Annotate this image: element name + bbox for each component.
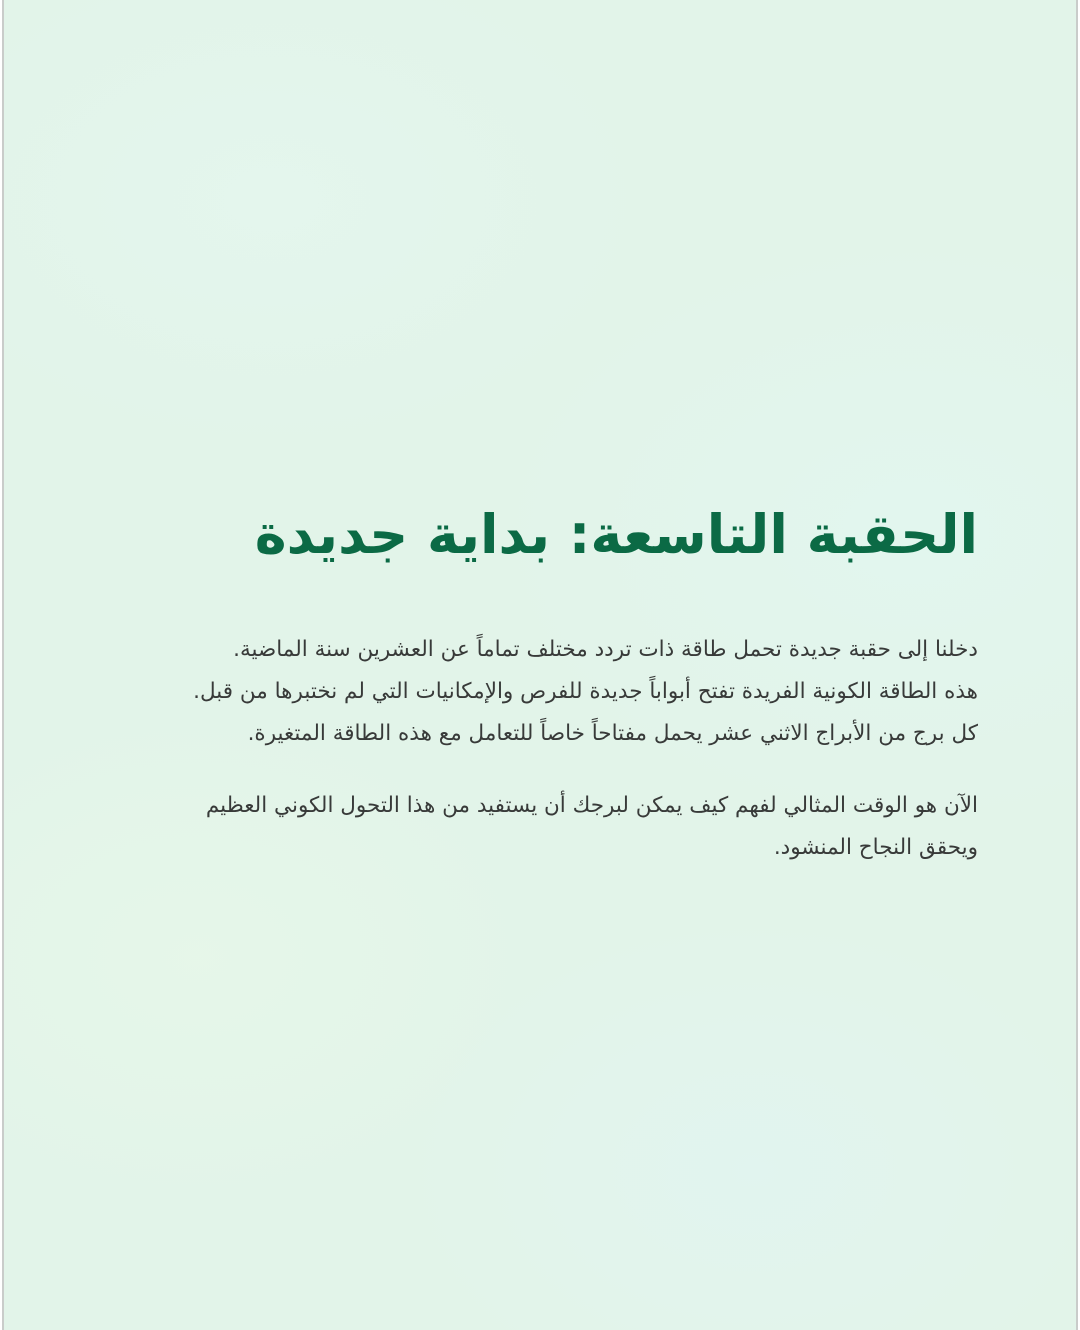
page-title: الحقبة التاسعة: بداية جديدة xyxy=(254,503,978,566)
paragraph-line: كل برج من الأبراج الاثني عشر يحمل مفتاحاً خاصاً للتعامل مع هذه الطاقة المتغيرة. xyxy=(247,721,978,746)
paragraph-line: ويحقق النجاح المنشود. xyxy=(773,835,978,860)
document-page xyxy=(2,0,1078,1330)
paragraph-line: هذه الطاقة الكونية الفريدة تفتح أبواباً جديدة للفرص والإمكانيات التي لم نختبرها من قبل. xyxy=(193,679,978,704)
paragraph-line: الآن هو الوقت المثالي لفهم كيف يمكن لبرجك أن يستفيد من هذا التحول الكوني العظيم xyxy=(205,793,978,818)
page-content xyxy=(112,495,978,899)
closing-paragraph xyxy=(112,785,978,869)
intro-paragraph xyxy=(112,629,978,755)
paragraph-line: دخلنا إلى حقبة جديدة تحمل طاقة ذات تردد مختلف تماماً عن العشرين سنة الماضية. xyxy=(233,637,978,662)
